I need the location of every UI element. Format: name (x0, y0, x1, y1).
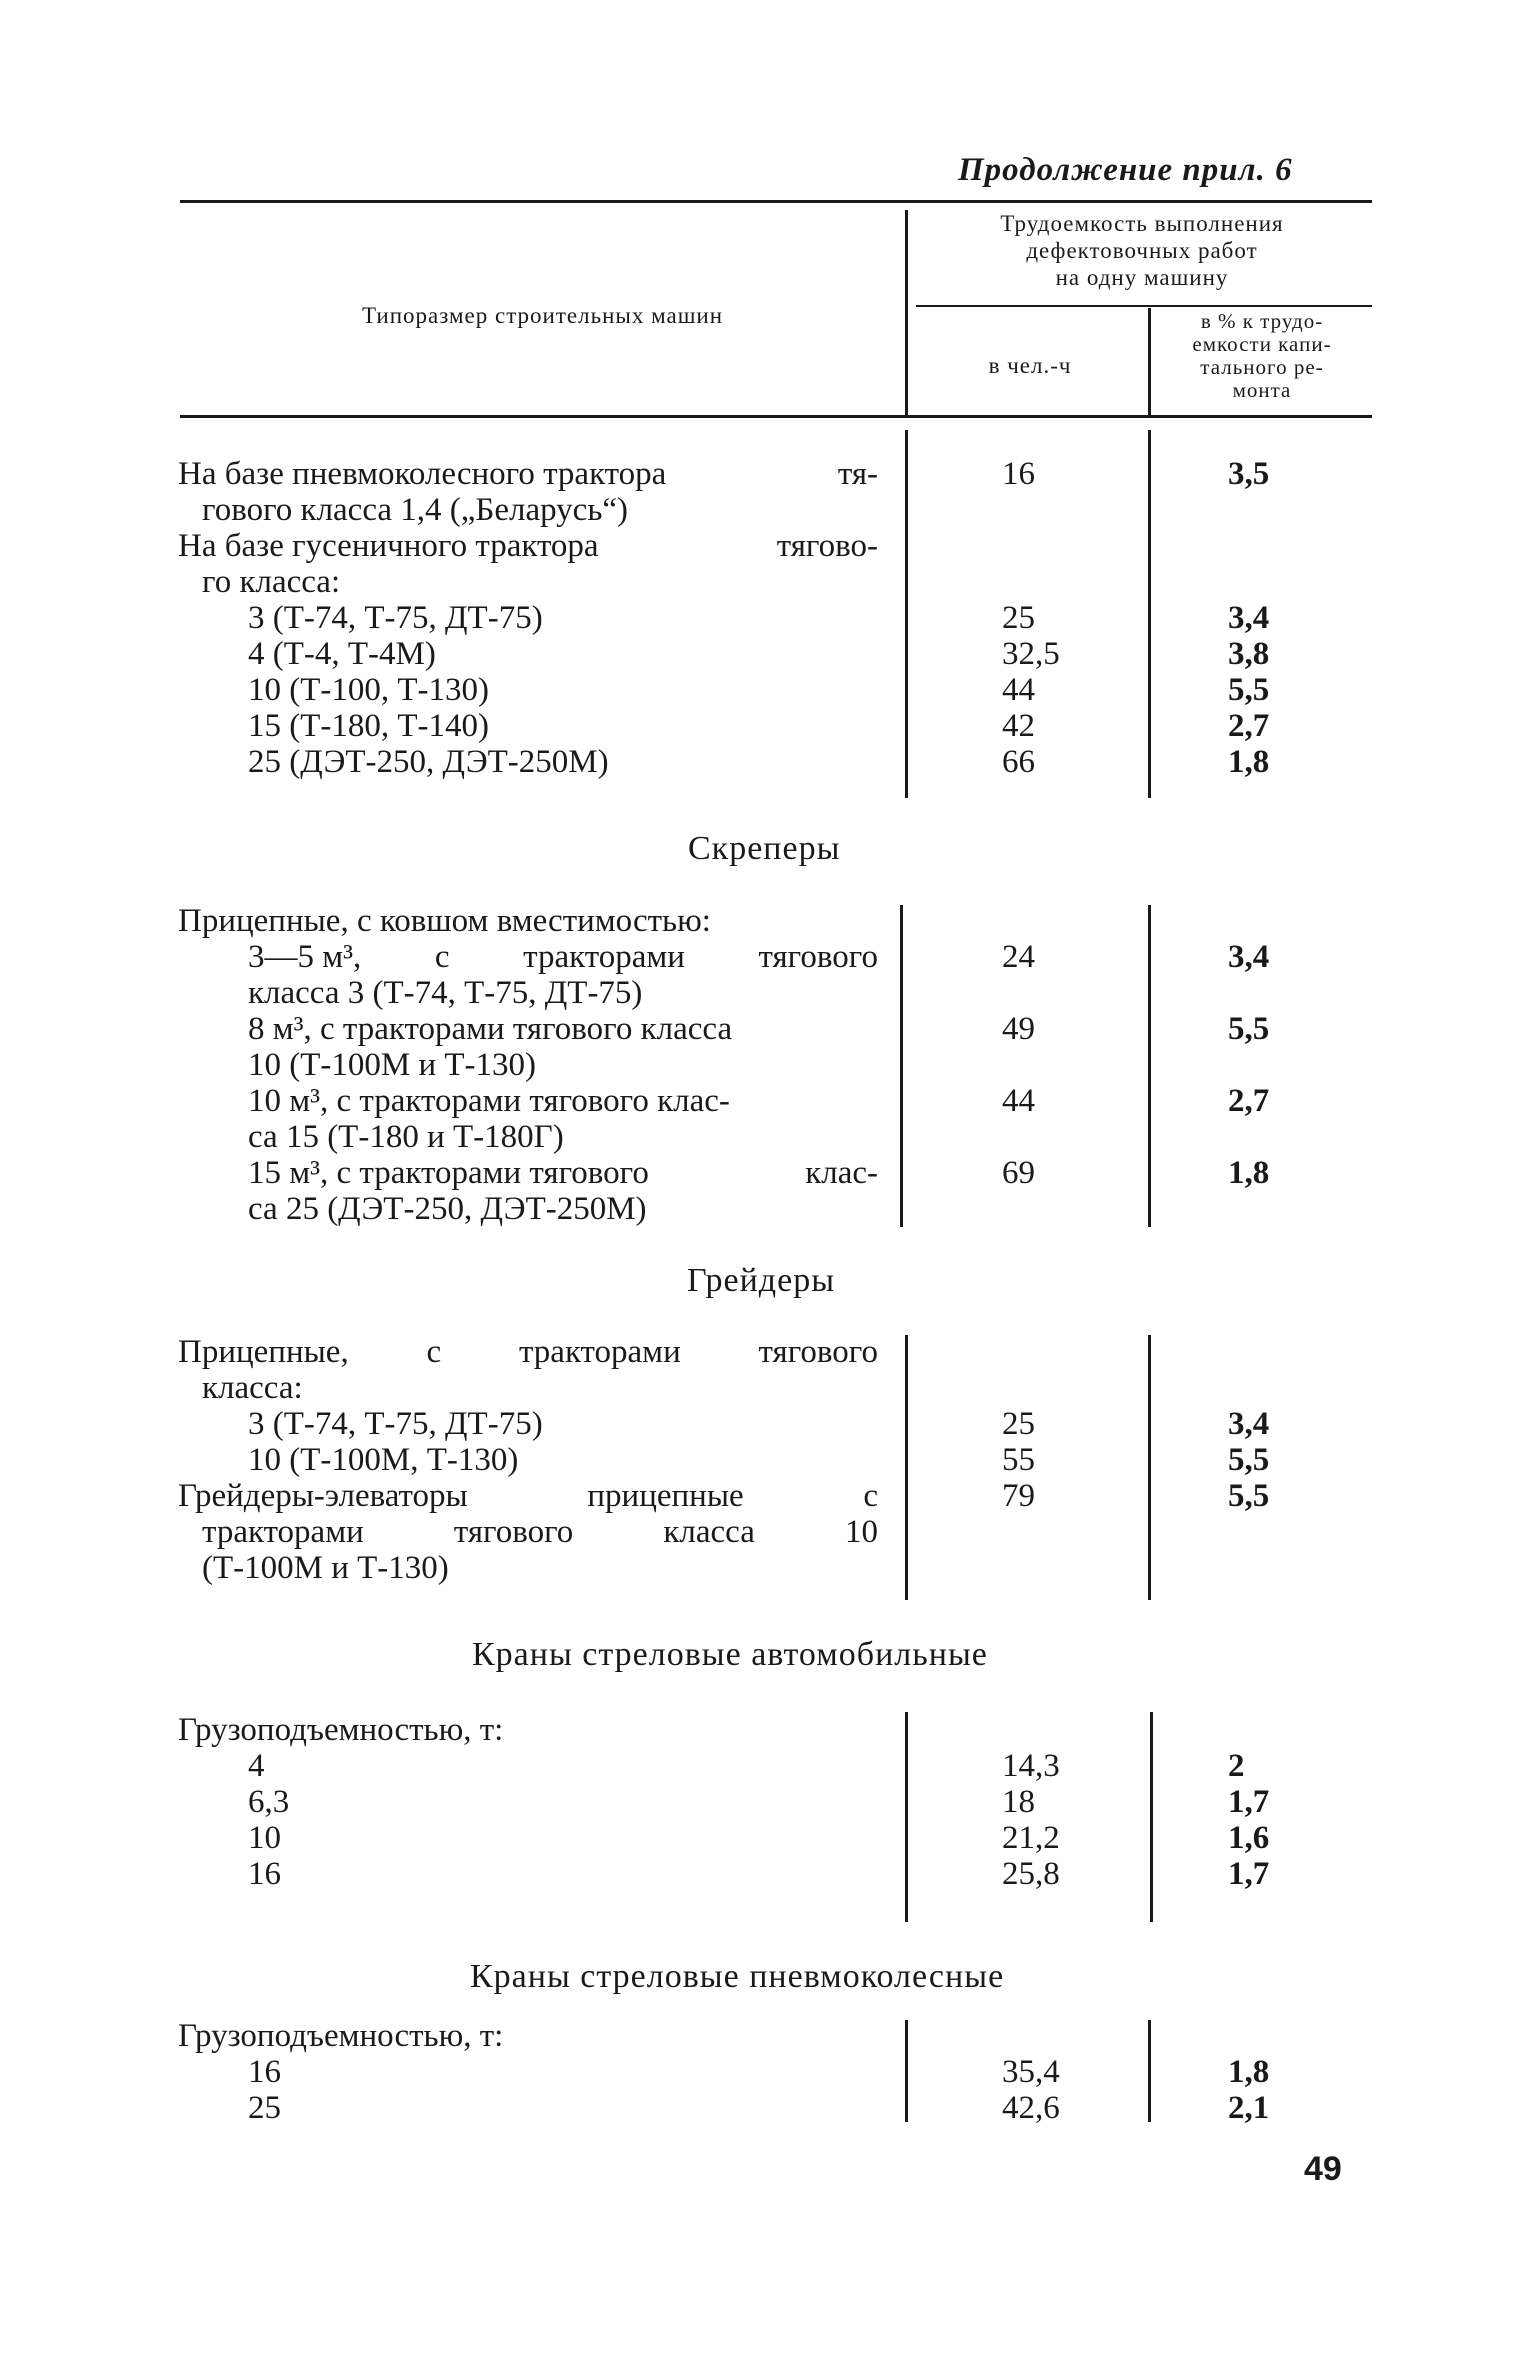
description-line: 25 (248, 2090, 281, 2126)
hours-cell (950, 2018, 1090, 2054)
section-title-scrapers: Скреперы (688, 830, 841, 867)
percent-cell (1180, 528, 1320, 564)
description-line: 10 (Т-100М и Т-130) (248, 1047, 537, 1083)
percent-cell: 3,5 (1228, 456, 1270, 492)
percent-cell: 1,8 (1228, 2054, 1270, 2090)
hours-cell (950, 903, 1090, 939)
description-line: 10 (248, 1820, 281, 1856)
hours-cell (950, 564, 1090, 600)
block-tractors-desc (178, 456, 878, 780)
hours-cell (950, 1334, 1090, 1370)
hours-cell: 55 (1002, 1442, 1035, 1478)
section-title-truck-cranes: Краны стреловые автомобильные (472, 1636, 988, 1673)
block-tractors-divider-1 (905, 430, 908, 798)
percent-cell: 3,4 (1228, 600, 1270, 636)
description-word: прицепные (587, 1478, 744, 1514)
hours-cell (950, 975, 1090, 1011)
header-divider-2 (1148, 308, 1151, 415)
description-word: класса (663, 1514, 755, 1550)
block-graders-divider-1 (905, 1335, 908, 1600)
description-word: клас- (805, 1155, 878, 1191)
hours-cell (950, 1712, 1090, 1748)
description-line: класса 3 (Т-74, Т-75, ДТ-75) (248, 975, 643, 1011)
percent-cell: 3,4 (1228, 1406, 1270, 1442)
description-line: 10 м³, с тракторами тягового клас- (248, 1083, 730, 1119)
section-title-graders: Грейдеры (687, 1262, 836, 1299)
block-wheel-cranes-desc (178, 2018, 878, 2126)
percent-cell (1180, 903, 1320, 939)
description-line: 4 (248, 1748, 265, 1784)
hours-cell: 42 (1002, 708, 1035, 744)
description-line: 15 (Т-180, Т-140) (248, 708, 490, 744)
table-caption: Продолжение прил. 6 (958, 152, 1293, 188)
block-tractors-percent (1180, 456, 1320, 780)
description-line: Прицепные, с ковшом вместимостью: (178, 903, 711, 939)
description-word: На базе пневмоколесного трактора (178, 456, 667, 492)
description-word: 15 м³, с тракторами тягового (248, 1155, 649, 1191)
block-wheel-cranes-divider-2 (1148, 2020, 1151, 2122)
hours-cell: 35,4 (1002, 2054, 1060, 2090)
description-line: (Т-100М и Т-130) (202, 1550, 449, 1586)
percent-cell: 3,8 (1228, 636, 1270, 672)
description-word: Прицепные, (178, 1334, 349, 1370)
percent-cell (1180, 975, 1320, 1011)
block-wheel-cranes-divider-1 (905, 2020, 908, 2122)
hours-cell: 44 (1002, 672, 1035, 708)
header-labor-line: дефектовочных работ (1026, 238, 1258, 263)
hours-cell (950, 1514, 1090, 1550)
description-line: 3 (Т-74, Т-75, ДТ-75) (248, 1406, 543, 1442)
description-word: тя- (837, 456, 878, 492)
percent-cell: 5,5 (1228, 1442, 1270, 1478)
description-word: с (426, 1334, 442, 1370)
hours-cell: 79 (1002, 1478, 1035, 1514)
description-line (178, 456, 878, 492)
percent-cell (1180, 1550, 1320, 1586)
header-unit-percent-line: емкости капи- (1192, 332, 1332, 356)
hours-cell: 25,8 (1002, 1856, 1060, 1892)
hours-cell (950, 1047, 1090, 1083)
block-truck-cranes-divider-2 (1150, 1712, 1153, 1922)
description-word: тракторами (523, 939, 685, 975)
description-line (178, 939, 878, 975)
description-word: тягового (758, 1334, 878, 1370)
header-unit-hours: в чел.-ч (988, 353, 1072, 378)
hours-cell: 69 (1002, 1155, 1035, 1191)
hours-cell: 18 (1002, 1784, 1035, 1820)
description-line: 10 (Т-100М, Т-130) (248, 1442, 519, 1478)
description-line: 3 (Т-74, Т-75, ДТ-75) (248, 600, 543, 636)
header-machine-type: Типоразмер строительных машин (361, 303, 724, 328)
hours-cell: 24 (1002, 939, 1035, 975)
block-scrapers-percent (1180, 903, 1320, 1227)
block-wheel-cranes-hours (950, 2018, 1090, 2126)
description-line: 16 (248, 1856, 281, 1892)
header-labor-line: на одну машину (1055, 265, 1229, 290)
hours-cell (950, 1119, 1090, 1155)
description-line: Грузоподъемностью, т: (178, 1712, 504, 1748)
percent-cell: 3,4 (1228, 939, 1270, 975)
hours-cell: 66 (1002, 744, 1035, 780)
percent-cell: 2,7 (1228, 1083, 1270, 1119)
hours-cell: 25 (1002, 600, 1035, 636)
description-line: 4 (Т-4, Т-4М) (248, 636, 436, 672)
block-truck-cranes-hours (950, 1712, 1090, 1892)
percent-cell (1180, 1191, 1320, 1227)
description-line: са 15 (Т-180 и Т-180Г) (248, 1119, 564, 1155)
hours-cell (950, 1370, 1090, 1406)
percent-cell (1180, 1370, 1320, 1406)
percent-cell: 5,5 (1228, 1478, 1270, 1514)
percent-cell: 2,7 (1228, 708, 1270, 744)
header-divider-1 (905, 210, 908, 415)
header-labor (912, 210, 1372, 291)
block-scrapers-divider-2 (1148, 905, 1151, 1227)
hours-cell: 42,6 (1002, 2090, 1060, 2126)
hours-cell: 16 (1002, 456, 1035, 492)
description-word: тягового (453, 1514, 574, 1550)
percent-cell: 1,8 (1228, 744, 1270, 780)
percent-cell: 1,8 (1228, 1155, 1270, 1191)
page-number: 49 (1304, 2150, 1342, 2188)
description-word: с (863, 1478, 878, 1514)
description-line: класса: (202, 1370, 303, 1406)
description-line: 16 (248, 2054, 281, 2090)
percent-cell (1180, 492, 1320, 528)
description-line (178, 528, 878, 564)
block-graders-percent (1180, 1334, 1320, 1586)
description-line: гового класса 1,4 („Беларусь“) (202, 492, 629, 528)
hours-cell (950, 1191, 1090, 1227)
header-top-rule (180, 200, 1372, 203)
percent-cell: 1,7 (1228, 1856, 1270, 1892)
block-graders-hours (950, 1334, 1090, 1586)
percent-cell (1180, 1712, 1320, 1748)
description-line (178, 1514, 878, 1550)
hours-cell: 49 (1002, 1011, 1035, 1047)
percent-cell: 2,1 (1228, 2090, 1270, 2126)
header-unit-percent (1152, 310, 1372, 402)
description-line: 10 (Т-100, Т-130) (248, 672, 490, 708)
header-labor-line: Трудоемкость выполнения (1000, 211, 1284, 236)
hours-cell (950, 1550, 1090, 1586)
hours-cell: 25 (1002, 1406, 1035, 1442)
description-word: 3—5 м³, (248, 939, 362, 975)
percent-cell (1180, 1047, 1320, 1083)
description-line: 25 (ДЭТ-250, ДЭТ-250М) (248, 744, 609, 780)
description-line: Грузоподъемностью, т: (178, 2018, 504, 2054)
block-scrapers-divider-1 (900, 905, 903, 1227)
header-unit-percent-line: монта (1232, 378, 1292, 402)
description-word: На базе гусеничного трактора (178, 528, 599, 564)
percent-cell: 1,7 (1228, 1784, 1270, 1820)
percent-cell (1180, 564, 1320, 600)
description-word: тракторами (202, 1514, 364, 1550)
hours-cell: 14,3 (1002, 1748, 1060, 1784)
block-truck-cranes-desc (178, 1712, 878, 1892)
description-word: 10 (844, 1514, 878, 1550)
block-wheel-cranes-percent (1180, 2018, 1320, 2126)
hours-cell: 21,2 (1002, 1820, 1060, 1856)
description-line: са 25 (ДЭТ-250, ДЭТ-250М) (248, 1191, 647, 1227)
header-unit-percent-line: в % к трудо- (1200, 309, 1324, 333)
block-truck-cranes-percent (1180, 1712, 1320, 1892)
description-word: тягово- (776, 528, 878, 564)
description-word: тягового (758, 939, 878, 975)
percent-cell: 5,5 (1228, 672, 1270, 708)
block-scrapers-hours (950, 903, 1090, 1227)
description-line (178, 1155, 878, 1191)
percent-cell: 1,6 (1228, 1820, 1270, 1856)
hours-cell: 44 (1002, 1083, 1035, 1119)
percent-cell (1180, 1334, 1320, 1370)
hours-cell: 32,5 (1002, 636, 1060, 672)
block-scrapers-desc (178, 903, 878, 1227)
block-graders-divider-2 (1148, 1335, 1151, 1600)
block-truck-cranes-divider-1 (905, 1712, 908, 1922)
percent-cell (1180, 1119, 1320, 1155)
percent-cell: 2 (1228, 1748, 1245, 1784)
description-line (178, 1478, 878, 1514)
description-line: го класса: (202, 564, 341, 600)
description-word: с (434, 939, 450, 975)
description-line: 6,3 (248, 1784, 290, 1820)
hours-cell (950, 492, 1090, 528)
header-bottom-rule (180, 415, 1372, 418)
description-line (178, 1334, 878, 1370)
percent-cell (1180, 1514, 1320, 1550)
block-tractors-divider-2 (1148, 430, 1151, 798)
description-line: 8 м³, с тракторами тягового класса (248, 1011, 733, 1047)
section-title-wheel-cranes: Краны стреловые пневмоколесные (470, 1958, 1005, 1995)
block-graders-desc (178, 1334, 878, 1586)
description-word: тракторами (518, 1334, 681, 1370)
block-tractors-hours (950, 456, 1090, 780)
hours-cell (950, 528, 1090, 564)
header-unit-percent-line: тального ре- (1200, 355, 1324, 379)
percent-cell: 5,5 (1228, 1011, 1270, 1047)
header-mid-rule (916, 305, 1372, 307)
percent-cell (1180, 2018, 1320, 2054)
description-word: Грейдеры-элеваторы (178, 1478, 468, 1514)
